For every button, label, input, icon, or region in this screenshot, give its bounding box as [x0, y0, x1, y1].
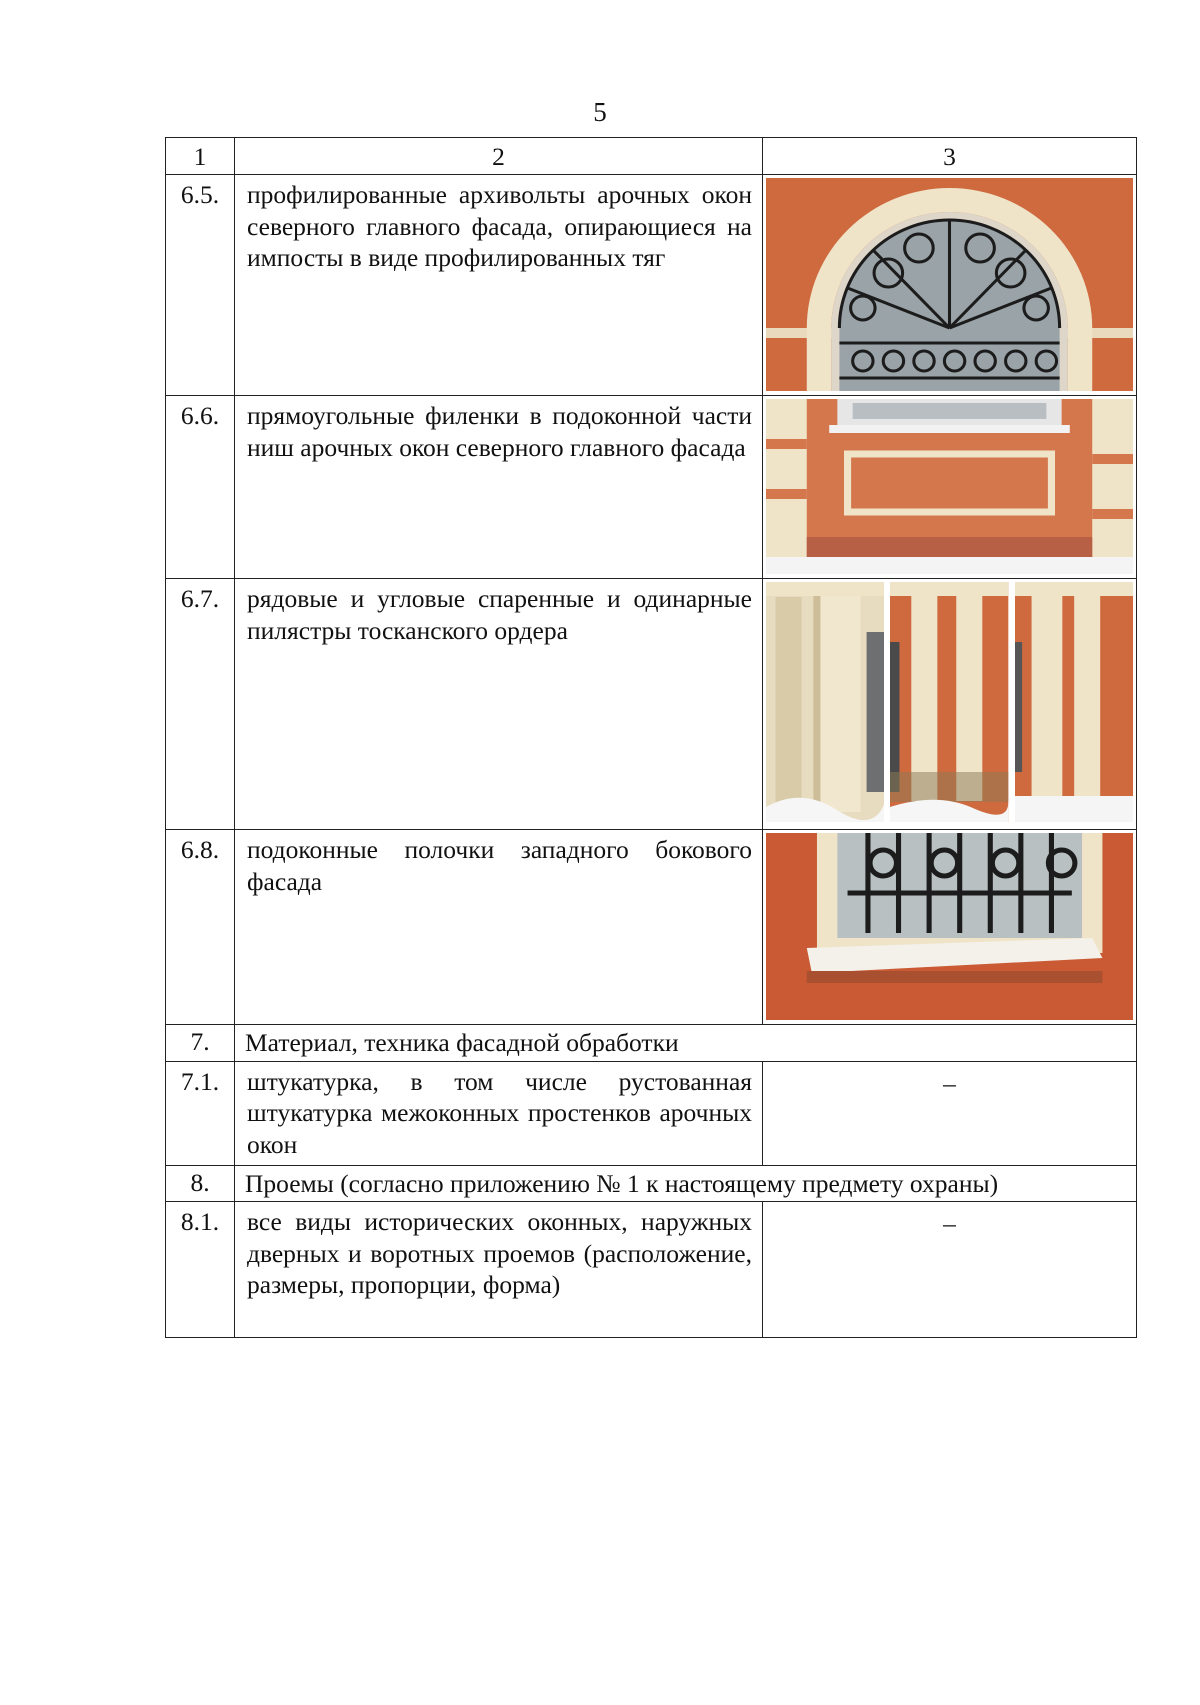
- pilaster-photo-1: [766, 582, 884, 822]
- row-number: 6.6.: [166, 396, 235, 579]
- row-text: штукатурка, в том числе рустованная штукатурка межоконных простенков арочных окон: [235, 1061, 763, 1165]
- section-row: [166, 1165, 1137, 1202]
- section-number: 8.: [166, 1165, 235, 1202]
- row-number: 6.5.: [166, 175, 235, 396]
- row-number: 7.1.: [166, 1061, 235, 1165]
- header-row: [166, 138, 1137, 175]
- table-row: [166, 396, 1137, 579]
- row-number: 6.8.: [166, 830, 235, 1025]
- row-number: 8.1.: [166, 1202, 235, 1338]
- table-row: [166, 830, 1137, 1025]
- row-text: профилированные архивольты арочных окон северного главного фасада, опирающиеся на импосты в виде профилированных тяг: [235, 175, 763, 396]
- section-title: Проемы (согласно приложению № 1 к настоящему предмету охраны): [235, 1165, 1137, 1202]
- row-text: рядовые и угловые спаренные и одинарные пилястры тосканского ордера: [235, 579, 763, 830]
- section-number: 7.: [166, 1025, 235, 1062]
- row-value: –: [763, 1202, 1137, 1338]
- table-row: [166, 1061, 1137, 1165]
- table-row: [166, 175, 1137, 396]
- row-value: –: [763, 1061, 1137, 1165]
- row-text: все виды исторических оконных, наружных дверных и воротных проемов (расположение, размеры, пропорции, форма): [235, 1202, 763, 1338]
- row-text: подоконные полочки западного бокового фасада: [235, 830, 763, 1025]
- page-number: 5: [593, 97, 607, 127]
- windowsill-photo: [763, 830, 1137, 1025]
- row-number: 6.7.: [166, 579, 235, 830]
- section-row: [166, 1025, 1137, 1062]
- header-col-1: 1: [166, 138, 235, 175]
- window-panel-photo: [763, 396, 1137, 579]
- arched-window-photo: [763, 175, 1137, 396]
- section-title: Материал, техника фасадной обработки: [235, 1025, 1137, 1062]
- pilasters-photos: [763, 579, 1137, 830]
- table-row: [166, 579, 1137, 830]
- header-col-2: 2: [235, 138, 763, 175]
- header-col-3: 3: [763, 138, 1137, 175]
- protection-table: [165, 137, 1137, 1338]
- pilaster-photo-3: [1015, 582, 1133, 822]
- pilaster-photo-2: [890, 582, 1008, 822]
- row-text: прямоугольные филенки в подоконной части ниш арочных окон северного главного фасада: [235, 396, 763, 579]
- table-row: [166, 1202, 1137, 1338]
